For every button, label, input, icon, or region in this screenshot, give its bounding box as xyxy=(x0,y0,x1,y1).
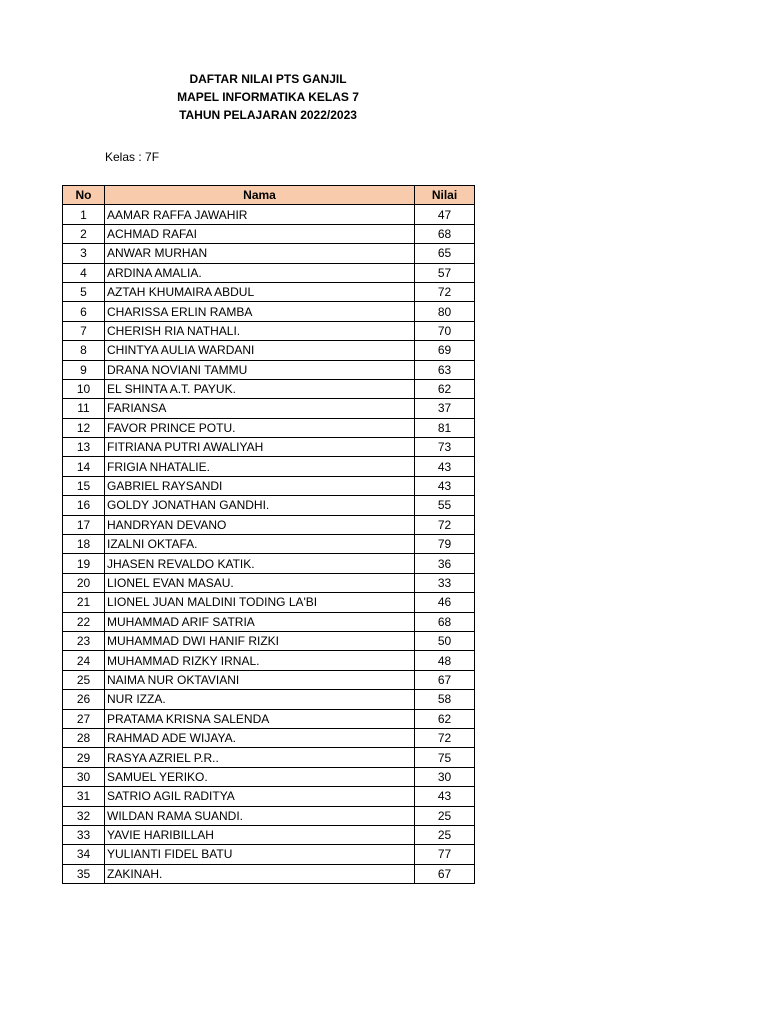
table-row xyxy=(63,341,475,360)
score-cell: 68 xyxy=(415,224,475,243)
student-name-cell: FRIGIA NHATALIE. xyxy=(105,457,415,476)
score-cell: 48 xyxy=(415,651,475,670)
score-cell: 72 xyxy=(415,282,475,301)
score-cell: 43 xyxy=(415,457,475,476)
row-number-cell: 33 xyxy=(63,825,105,844)
row-number-cell: 13 xyxy=(63,438,105,457)
student-name-cell: CHARISSA ERLIN RAMBA xyxy=(105,302,415,321)
table-row xyxy=(63,476,475,495)
table-row xyxy=(63,321,475,340)
score-cell: 50 xyxy=(415,631,475,650)
table-row xyxy=(63,864,475,883)
table-row xyxy=(63,224,475,243)
row-number-cell: 17 xyxy=(63,515,105,534)
score-cell: 46 xyxy=(415,593,475,612)
row-number-cell: 16 xyxy=(63,496,105,515)
student-name-cell: YULIANTI FIDEL BATU xyxy=(105,845,415,864)
score-cell: 43 xyxy=(415,787,475,806)
table-row xyxy=(63,690,475,709)
score-cell: 63 xyxy=(415,360,475,379)
table-row xyxy=(63,535,475,554)
table-row xyxy=(63,496,475,515)
table-row xyxy=(63,263,475,282)
table-row xyxy=(63,282,475,301)
header-no: No xyxy=(63,186,105,205)
row-number-cell: 4 xyxy=(63,263,105,282)
table-row xyxy=(63,845,475,864)
row-number-cell: 11 xyxy=(63,399,105,418)
student-name-cell: MUHAMMAD RIZKY IRNAL. xyxy=(105,651,415,670)
table-row xyxy=(63,418,475,437)
score-cell: 30 xyxy=(415,767,475,786)
table-row xyxy=(63,806,475,825)
score-cell: 67 xyxy=(415,864,475,883)
student-name-cell: GABRIEL RAYSANDI xyxy=(105,476,415,495)
student-name-cell: SATRIO AGIL RADITYA xyxy=(105,787,415,806)
row-number-cell: 25 xyxy=(63,670,105,689)
row-number-cell: 5 xyxy=(63,282,105,301)
student-name-cell: MUHAMMAD DWI HANIF RIZKI xyxy=(105,631,415,650)
row-number-cell: 9 xyxy=(63,360,105,379)
class-label: Kelas : 7F xyxy=(105,150,160,164)
row-number-cell: 30 xyxy=(63,767,105,786)
row-number-cell: 20 xyxy=(63,573,105,592)
student-name-cell: MUHAMMAD ARIF SATRIA xyxy=(105,612,415,631)
table-row xyxy=(63,360,475,379)
table-row xyxy=(63,379,475,398)
student-name-cell: FITRIANA PUTRI AWALIYAH xyxy=(105,438,415,457)
table-row xyxy=(63,825,475,844)
score-cell: 58 xyxy=(415,690,475,709)
row-number-cell: 29 xyxy=(63,748,105,767)
table-row xyxy=(63,787,475,806)
student-name-cell: RASYA AZRIEL P.R.. xyxy=(105,748,415,767)
score-cell: 72 xyxy=(415,515,475,534)
student-name-cell: IZALNI OKTAFA. xyxy=(105,535,415,554)
row-number-cell: 34 xyxy=(63,845,105,864)
row-number-cell: 14 xyxy=(63,457,105,476)
score-cell: 73 xyxy=(415,438,475,457)
header-name: Nama xyxy=(105,186,415,205)
student-name-cell: RAHMAD ADE WIJAYA. xyxy=(105,728,415,747)
table-row xyxy=(63,515,475,534)
table-row xyxy=(63,670,475,689)
row-number-cell: 24 xyxy=(63,651,105,670)
row-number-cell: 22 xyxy=(63,612,105,631)
table-row xyxy=(63,651,475,670)
student-name-cell: NAIMA NUR OKTAVIANI xyxy=(105,670,415,689)
row-number-cell: 15 xyxy=(63,476,105,495)
table-body xyxy=(63,205,475,884)
student-name-cell: AZTAH KHUMAIRA ABDUL xyxy=(105,282,415,301)
score-cell: 67 xyxy=(415,670,475,689)
table-header-row xyxy=(63,186,475,205)
student-name-cell: YAVIE HARIBILLAH xyxy=(105,825,415,844)
table-row xyxy=(63,612,475,631)
row-number-cell: 26 xyxy=(63,690,105,709)
student-name-cell: EL SHINTA A.T. PAYUK. xyxy=(105,379,415,398)
row-number-cell: 21 xyxy=(63,593,105,612)
student-name-cell: GOLDY JONATHAN GANDHI. xyxy=(105,496,415,515)
table-row xyxy=(63,573,475,592)
table-row xyxy=(63,728,475,747)
table-row xyxy=(63,457,475,476)
student-name-cell: WILDAN RAMA SUANDI. xyxy=(105,806,415,825)
row-number-cell: 3 xyxy=(63,244,105,263)
score-cell: 75 xyxy=(415,748,475,767)
student-name-cell: SAMUEL YERIKO. xyxy=(105,767,415,786)
score-cell: 79 xyxy=(415,535,475,554)
table-row xyxy=(63,438,475,457)
table-row xyxy=(63,205,475,224)
score-cell: 33 xyxy=(415,573,475,592)
table-row xyxy=(63,302,475,321)
row-number-cell: 12 xyxy=(63,418,105,437)
score-cell: 68 xyxy=(415,612,475,631)
row-number-cell: 31 xyxy=(63,787,105,806)
score-cell: 62 xyxy=(415,379,475,398)
table-row xyxy=(63,767,475,786)
row-number-cell: 7 xyxy=(63,321,105,340)
score-cell: 47 xyxy=(415,205,475,224)
table-row xyxy=(63,399,475,418)
table-row xyxy=(63,709,475,728)
row-number-cell: 8 xyxy=(63,341,105,360)
student-name-cell: AAMAR RAFFA JAWAHIR xyxy=(105,205,415,224)
row-number-cell: 23 xyxy=(63,631,105,650)
title-line-3: TAHUN PELAJARAN 2022/2023 xyxy=(179,108,357,122)
score-cell: 25 xyxy=(415,806,475,825)
table-row xyxy=(63,631,475,650)
student-name-cell: JHASEN REVALDO KATIK. xyxy=(105,554,415,573)
student-name-cell: NUR IZZA. xyxy=(105,690,415,709)
score-cell: 25 xyxy=(415,825,475,844)
student-name-cell: FARIANSA xyxy=(105,399,415,418)
student-name-cell: ANWAR MURHAN xyxy=(105,244,415,263)
student-name-cell: CHERISH RIA NATHALI. xyxy=(105,321,415,340)
row-number-cell: 1 xyxy=(63,205,105,224)
score-cell: 57 xyxy=(415,263,475,282)
score-cell: 80 xyxy=(415,302,475,321)
title-line-1: DAFTAR NILAI PTS GANJIL xyxy=(189,72,347,86)
row-number-cell: 32 xyxy=(63,806,105,825)
student-name-cell: PRATAMA KRISNA SALENDA xyxy=(105,709,415,728)
row-number-cell: 6 xyxy=(63,302,105,321)
student-name-cell: FAVOR PRINCE POTU. xyxy=(105,418,415,437)
row-number-cell: 35 xyxy=(63,864,105,883)
row-number-cell: 2 xyxy=(63,224,105,243)
student-name-cell: ACHMAD RAFAI xyxy=(105,224,415,243)
student-name-cell: CHINTYA AULIA WARDANI xyxy=(105,341,415,360)
row-number-cell: 28 xyxy=(63,728,105,747)
score-cell: 55 xyxy=(415,496,475,515)
student-name-cell: DRANA NOVIANI TAMMU xyxy=(105,360,415,379)
grades-table xyxy=(62,185,475,884)
student-name-cell: ZAKINAH. xyxy=(105,864,415,883)
score-cell: 36 xyxy=(415,554,475,573)
student-name-cell: HANDRYAN DEVANO xyxy=(105,515,415,534)
table-row xyxy=(63,593,475,612)
score-cell: 81 xyxy=(415,418,475,437)
student-name-cell: ARDINA AMALIA. xyxy=(105,263,415,282)
row-number-cell: 10 xyxy=(63,379,105,398)
row-number-cell: 27 xyxy=(63,709,105,728)
student-name-cell: LIONEL EVAN MASAU. xyxy=(105,573,415,592)
table-row xyxy=(63,748,475,767)
score-cell: 62 xyxy=(415,709,475,728)
table-row xyxy=(63,554,475,573)
score-cell: 65 xyxy=(415,244,475,263)
row-number-cell: 18 xyxy=(63,535,105,554)
title-block xyxy=(168,70,368,124)
row-number-cell: 19 xyxy=(63,554,105,573)
score-cell: 69 xyxy=(415,341,475,360)
score-cell: 77 xyxy=(415,845,475,864)
student-name-cell: LIONEL JUAN MALDINI TODING LA'BI xyxy=(105,593,415,612)
score-cell: 72 xyxy=(415,728,475,747)
title-line-2: MAPEL INFORMATIKA KELAS 7 xyxy=(177,90,359,104)
table-row xyxy=(63,244,475,263)
header-score: Nilai xyxy=(415,186,475,205)
score-cell: 37 xyxy=(415,399,475,418)
score-cell: 70 xyxy=(415,321,475,340)
score-cell: 43 xyxy=(415,476,475,495)
